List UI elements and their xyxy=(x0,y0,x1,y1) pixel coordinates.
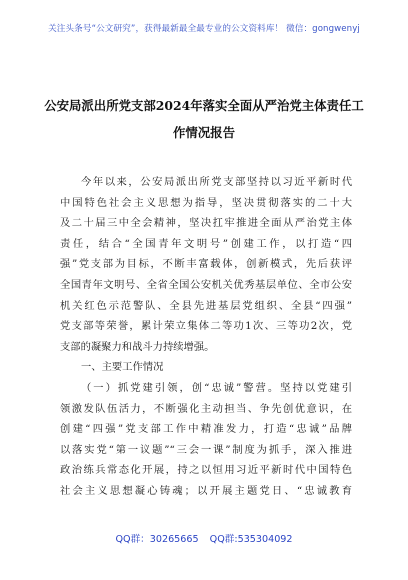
body-line: （一）抓党建引领，创“忠诚”警营。坚持以党建引 xyxy=(81,381,352,394)
footer-qq-group-2: QQ群:535304092 xyxy=(209,534,293,545)
body-line: 领激发队伍活力，不断强化主动担当、争先创优意识，在 xyxy=(60,402,352,415)
document-title-line-1: 公安局派出所党支部2024年落实全面从严治党主体责任工 xyxy=(44,98,364,113)
body-line: 以落实党“第一议题”“三会一课”制度为抓手，深入推进 xyxy=(60,443,352,456)
footer-contact xyxy=(0,531,408,545)
body-line: 创建“四强”党支部工作中精准发力，打造“忠诚”品牌 xyxy=(60,423,352,436)
section-heading: 一、主要工作情况 xyxy=(81,361,164,374)
body-line: 中国特色社会主义思想为指导，坚决贯彻落实的二十大 xyxy=(60,196,352,209)
document-body xyxy=(60,172,352,502)
promo-banner xyxy=(0,0,408,60)
body-line: 责任，结合“全国青年文明号”创建工作，以打造“四 xyxy=(60,237,352,250)
body-line: 社会主义思想凝心铸魂；以开展主题党日、“忠诚教育 xyxy=(60,484,352,497)
body-line: 强”党支部为目标，不断丰富载体，创新模式，先后获评 xyxy=(60,258,352,271)
body-line: 全国青年文明号、全省全国公安机关优秀基层单位、全市公安 xyxy=(60,278,352,291)
banner-text: 关注头条号“公文研究”，获得最新最全最专业的公文资料库！ 微信：gongwenyj xyxy=(48,24,360,34)
body-line: 支部的凝聚力和战斗力持续增强。 xyxy=(60,340,215,353)
body-line: 机关红色示范警队、全县先进基层党组织、全县“四强” xyxy=(60,299,352,312)
footer-qq-group-1: QQ群：30265665 xyxy=(115,534,199,545)
document-title-line-2: 作情况报告 xyxy=(173,125,235,140)
body-line: 政治练兵常态化开展，持之以恒用习近平新时代中国特色 xyxy=(60,464,352,477)
body-line: 及二十届三中全会精神，坚决扛牢推进全面从严治党主体 xyxy=(60,217,352,230)
body-line: 今年以来，公安局派出所党支部坚持以习近平新时代 xyxy=(81,176,352,188)
body-line: 党支部等荣誉，累计荣立集体二等功1次、三等功2次，党 xyxy=(60,320,352,333)
